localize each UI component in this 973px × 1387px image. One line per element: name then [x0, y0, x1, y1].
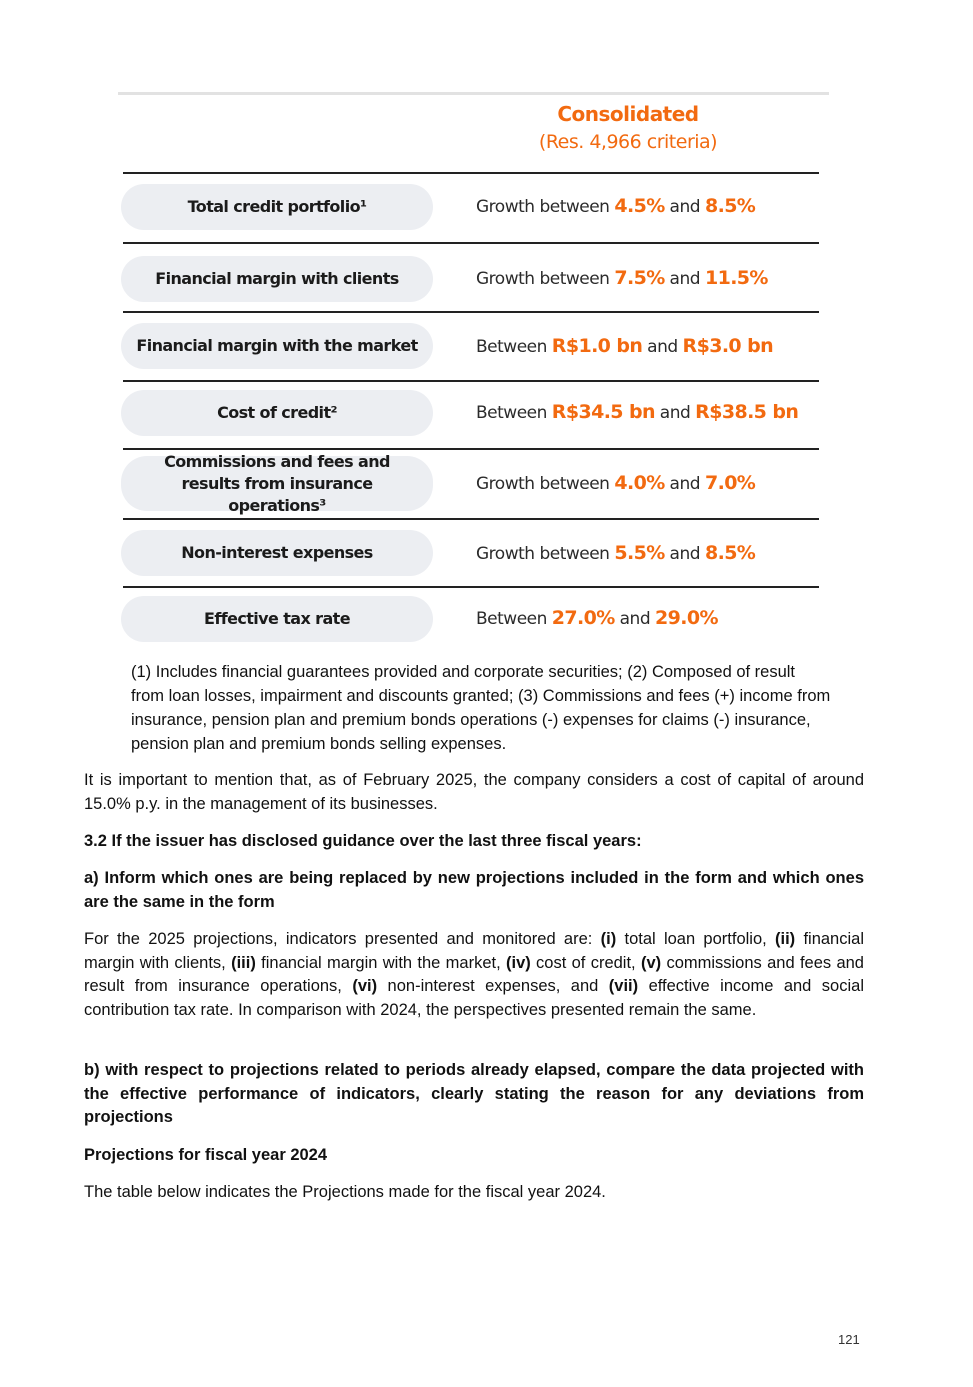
row-divider — [123, 448, 819, 450]
row-label: Non-interest expenses — [121, 530, 433, 576]
row-label: Effective tax rate — [121, 596, 433, 642]
column-header — [480, 100, 776, 156]
row-divider — [123, 172, 819, 174]
row-label: Cost of credit² — [121, 390, 433, 436]
row-value: Between R$1.0 bn and R$3.0 bn — [476, 335, 773, 357]
row-divider — [123, 518, 819, 520]
row-label: Total credit portfolio¹ — [121, 184, 433, 230]
heading-3-2: 3.2 If the issuer has disclosed guidance over the last three fiscal years: — [84, 832, 642, 850]
paragraph-2024-table-intro: The table below indicates the Projections made for the fiscal year 2024. — [84, 1183, 606, 1201]
row-label: Financial margin with the market — [121, 323, 433, 369]
paragraph-cost-of-capital: It is important to mention that, as of February 2025, the company considers a cost of capital of around 15.0% p.y. in the management of its businesses. — [84, 771, 864, 813]
heading-b: b) with respect to projections related to periods already elapsed, compare the data projected with the effective performance of indicators, clearly stating the reason for any deviations from projections — [84, 1061, 864, 1126]
paragraph-2025-projections: For the 2025 projections, indicators presented and monitored are: (i) total loan portfolio, (ii) financial margin with clients, (iii) financial margin with the market, (iv) cost of credit, (v) commissions and fees and result from insurance operations, (vi) non-interest expenses, and (vii) effective income and social contribution tax rate. In comparison with 2024, the perspectives presented remain the same. — [84, 930, 864, 1019]
row-value: Growth between 5.5% and 8.5% — [476, 542, 756, 564]
row-divider — [123, 242, 819, 244]
row-label: Commissions and fees and results from insurance operations³ — [121, 456, 433, 511]
row-divider — [123, 586, 819, 588]
row-label: Financial margin with clients — [121, 256, 433, 302]
row-value: Growth between 4.0% and 7.0% — [476, 472, 756, 494]
column-header-subtitle: (Res. 4,966 criteria) — [538, 131, 718, 153]
column-header-title: Consolidated — [557, 102, 699, 126]
heading-2024-projections: Projections for fiscal year 2024 — [84, 1146, 328, 1164]
page-number: 121 — [838, 1332, 860, 1347]
table-top-rule — [118, 92, 829, 95]
heading-a: a) Inform which ones are being replaced by new projections included in the form and which ones are the same in the form — [84, 869, 864, 911]
row-divider — [123, 380, 819, 382]
row-value: Growth between 4.5% and 8.5% — [476, 195, 756, 217]
row-value: Growth between 7.5% and 11.5% — [476, 267, 768, 289]
row-value: Between 27.0% and 29.0% — [476, 607, 718, 629]
table-footnote: (1) Includes financial guarantees provided and corporate securities; (2) Composed of result from loan losses, impairment and discounts granted; (3) Commissions and fees (+) income from insurance, pension plan and premium bonds operations (-) expenses for claims (-) insurance, pension plan and premium bonds selling expenses. — [131, 663, 831, 753]
row-divider — [123, 311, 819, 313]
row-value: Between R$34.5 bn and R$38.5 bn — [476, 401, 799, 423]
